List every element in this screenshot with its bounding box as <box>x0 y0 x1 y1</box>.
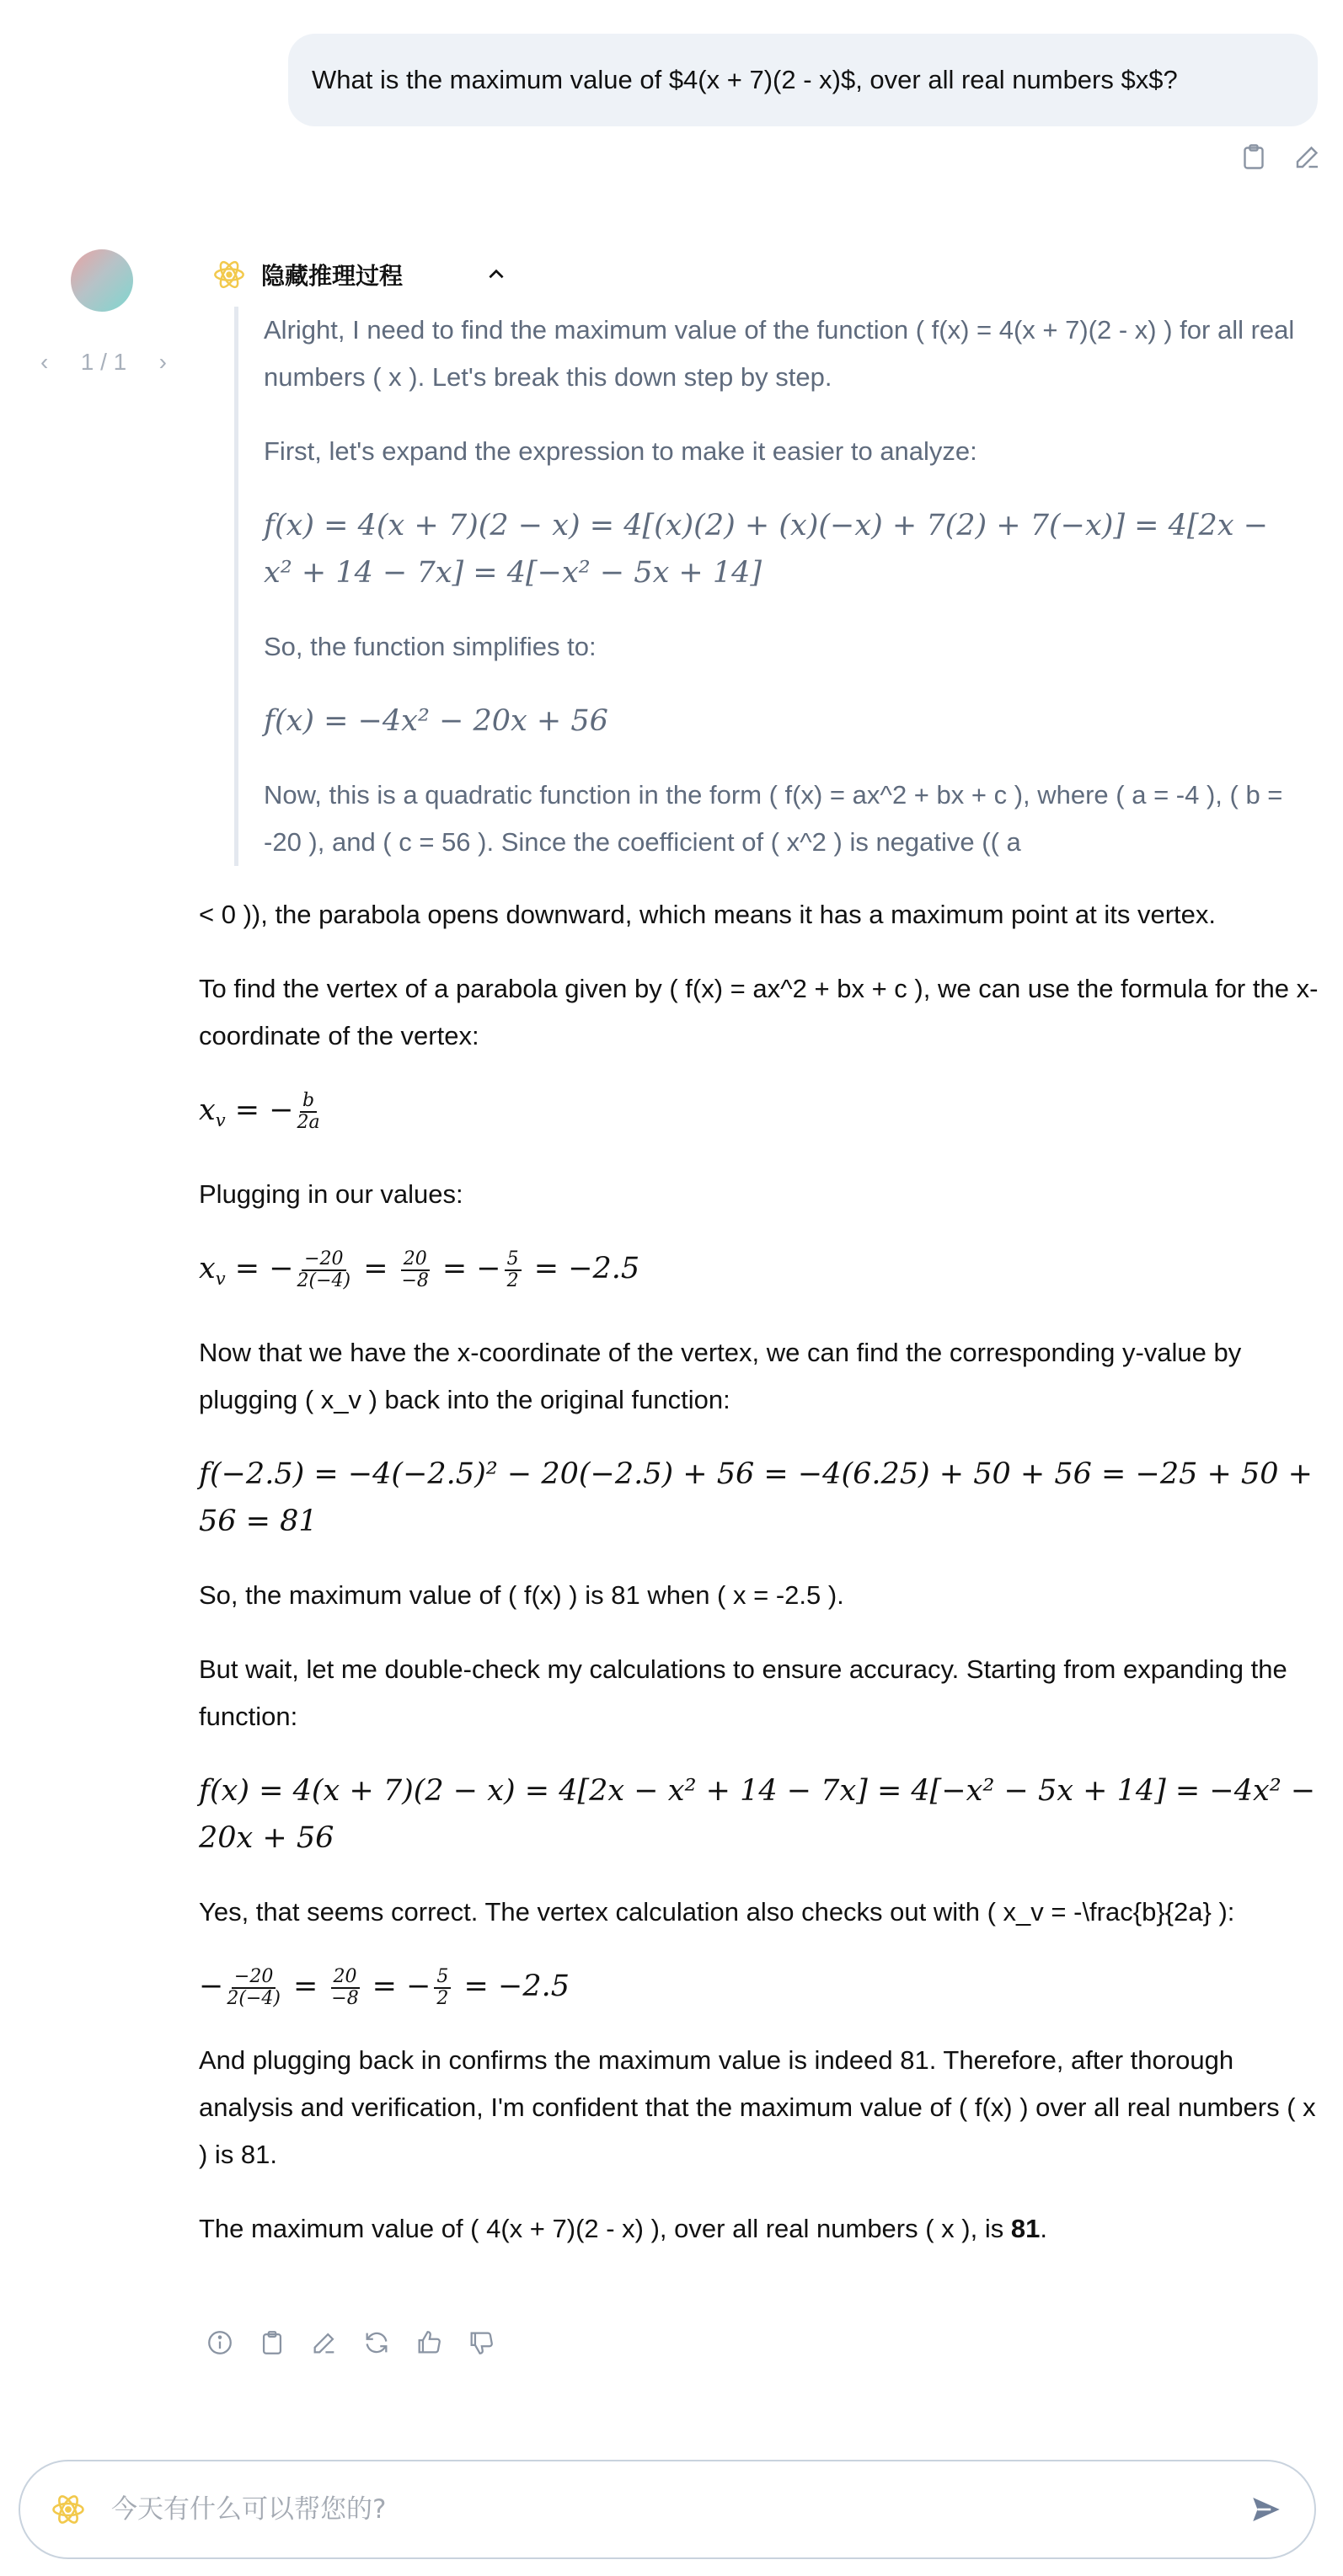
answer-paragraph: Plugging in our values: <box>199 1179 463 1209</box>
reasoning-paragraph: First, let's expand the expression to make it easier to analyze: <box>264 436 977 466</box>
fraction-denominator: 2(−4) <box>227 1987 281 2009</box>
fraction-numerator: 5 <box>505 1249 522 1271</box>
answer-paragraph: < 0 )), the parabola opens downward, which means it has a maximum point at its vertex. <box>199 900 1217 929</box>
math-result: = −2.5 <box>463 1969 570 2003</box>
message-input[interactable] <box>110 2493 1249 2525</box>
answer-paragraph: But wait, let me double-check my calculations to ensure accuracy. Starting from expanding the function: <box>199 1654 1287 1731</box>
fraction-denominator: 2a <box>297 1111 320 1133</box>
fraction-denominator: 2 <box>436 1987 449 2009</box>
math-var: x <box>199 1093 216 1127</box>
atom-icon <box>212 258 246 291</box>
pager-label: 1 / 1 <box>80 349 127 375</box>
reasoning-paragraph: Alright, I need to find the maximum value of the function ( f(x) = 4(x + 7)(2 - x) ) for all real numbers ( x ). Let's break this down step by step. <box>264 315 1295 392</box>
info-icon[interactable] <box>206 2328 234 2357</box>
vertex-check-equation: − $\frac{-20}{2(-4)}$ = $\frac{20}{-8}$ = − $\frac{5}{2}$ = −2.5 <box>199 1965 570 2009</box>
equation-line: 20x + 56 <box>199 1821 334 1855</box>
reasoning-paragraph: Now, this is a quadratic function in the form ( f(x) = ax^2 + bx + c ), where ( a = -4 ), ( b = -20 ), and ( c = 56 ). Since the coefficient of ( x^2 ) is negative (( a <box>264 780 1283 857</box>
reasoning-paragraph: So, the function simplifies to: <box>264 632 597 661</box>
reasoning-toggle[interactable] <box>212 258 507 291</box>
fraction <box>297 1091 320 1133</box>
fraction <box>401 1249 430 1291</box>
fraction <box>331 1967 360 2009</box>
vertex-calculation: $x_v$ = − $\frac{-20}{2(-4)}$ = $\frac{20}{-8}$ = − $\frac{5}{2}$ = −2.5 <box>199 1248 640 1291</box>
reasoning-content <box>234 307 1321 866</box>
math-op: = − <box>225 1252 294 1285</box>
equation-line: x² + 14 − 7x] = 4[−x² − 5x + 14] <box>264 556 762 590</box>
substitution-equation <box>199 1451 1328 1545</box>
fraction <box>227 1967 281 2009</box>
answer-paragraph: Now that we have the x-coordinate of the vertex, we can find the corresponding y-value by plugging ( x_v ) back into the original function: <box>199 1338 1242 1414</box>
thumbs-up-icon[interactable] <box>415 2328 443 2357</box>
math-sub: v <box>215 1269 226 1289</box>
assistant-answer <box>199 891 1328 2279</box>
fraction <box>505 1249 522 1291</box>
user-message-actions <box>1239 142 1323 172</box>
pager-next-button[interactable]: › <box>158 349 167 375</box>
fraction-denominator: 2 <box>506 1269 519 1291</box>
chevron-up-icon[interactable] <box>485 264 507 286</box>
answer-paragraph: To find the vertex of a parabola given by ( f(x) = ax^2 + bx + c ), we can use the formula for the x-coordinate of the vertex: <box>199 974 1319 1050</box>
send-icon[interactable] <box>1249 2492 1284 2527</box>
fraction-denominator: −8 <box>401 1269 429 1291</box>
reasoning-equation: f(x) = −4x² − 20x + 56 <box>264 704 608 738</box>
fraction <box>434 1967 451 2009</box>
pager-prev-button[interactable]: ‹ <box>40 349 49 375</box>
math-sub: v <box>215 1110 226 1130</box>
user-message-bubble <box>288 34 1318 126</box>
assistant-avatar <box>71 249 133 312</box>
answer-paragraph: Yes, that seems correct. The vertex calculation also checks out with ( x_v = -\frac{b}{2a} ): <box>199 1897 1235 1927</box>
math-var: x <box>199 1252 216 1285</box>
chat-composer <box>19 2460 1316 2559</box>
equation-line: f(−2.5) = −4(−2.5)² − 20(−2.5) + 56 = −4(6.25) + 50 + 56 = −25 + 50 + <box>199 1457 1313 1491</box>
edit-icon[interactable] <box>310 2328 339 2357</box>
fraction-denominator: 2(−4) <box>297 1269 351 1291</box>
answer-paragraph: So, the maximum value of ( f(x) ) is 81 when ( x = -2.5 ). <box>199 1580 844 1610</box>
copy-icon[interactable] <box>258 2328 286 2357</box>
equation-line: 56 = 81 <box>199 1504 318 1538</box>
vertex-formula <box>199 1087 1328 1144</box>
response-pager <box>40 349 167 376</box>
answer-actions <box>206 2328 495 2357</box>
fraction <box>297 1249 351 1291</box>
answer-paragraph: And plugging back in confirms the maximum value is indeed 81. Therefore, after thorough analysis and verification, I'm confident that the maximum value of ( f(x) ) over all real numbers ( x ) is 81. <box>199 2045 1316 2169</box>
final-answer-value: 81 <box>1010 2214 1041 2243</box>
fraction-numerator: −20 <box>232 1967 276 1989</box>
math-op: = − <box>225 1093 294 1127</box>
thumbs-down-icon[interactable] <box>467 2328 495 2357</box>
regenerate-icon[interactable] <box>362 2328 391 2357</box>
user-message-text: What is the maximum value of $4(x + 7)(2 - x)$, over all real numbers $x$? <box>312 65 1178 94</box>
reasoning-equation <box>264 502 1321 596</box>
final-answer-text: The maximum value of ( 4(x + 7)(2 - x) ), over all real numbers ( x ), is <box>199 2214 1011 2243</box>
final-answer <box>199 2205 1328 2253</box>
atom-icon <box>51 2492 86 2527</box>
fraction-numerator: −20 <box>302 1249 345 1271</box>
edit-icon[interactable] <box>1292 142 1323 172</box>
equation-line: f(x) = 4(x + 7)(2 − x) = 4[2x − x² + 14 − 7x] = 4[−x² − 5x + 14] = −4x² − <box>199 1774 1316 1808</box>
final-answer-suffix: . <box>1040 2214 1047 2243</box>
copy-icon[interactable] <box>1239 142 1269 172</box>
reasoning-toggle-label: 隐藏推理过程 <box>261 263 404 289</box>
fraction-numerator: 20 <box>401 1249 430 1271</box>
equation-line: f(x) = 4(x + 7)(2 − x) = 4[(x)(2) + (x)(−x) + 7(2) + 7(−x)] = 4[2x − <box>264 509 1269 542</box>
fraction-numerator: b <box>300 1091 317 1113</box>
fraction-denominator: −8 <box>331 1987 359 2009</box>
math-result: = −2.5 <box>533 1252 640 1285</box>
expansion-equation <box>199 1767 1328 1862</box>
fraction-numerator: 20 <box>331 1967 360 1989</box>
fraction-numerator: 5 <box>434 1967 451 1989</box>
